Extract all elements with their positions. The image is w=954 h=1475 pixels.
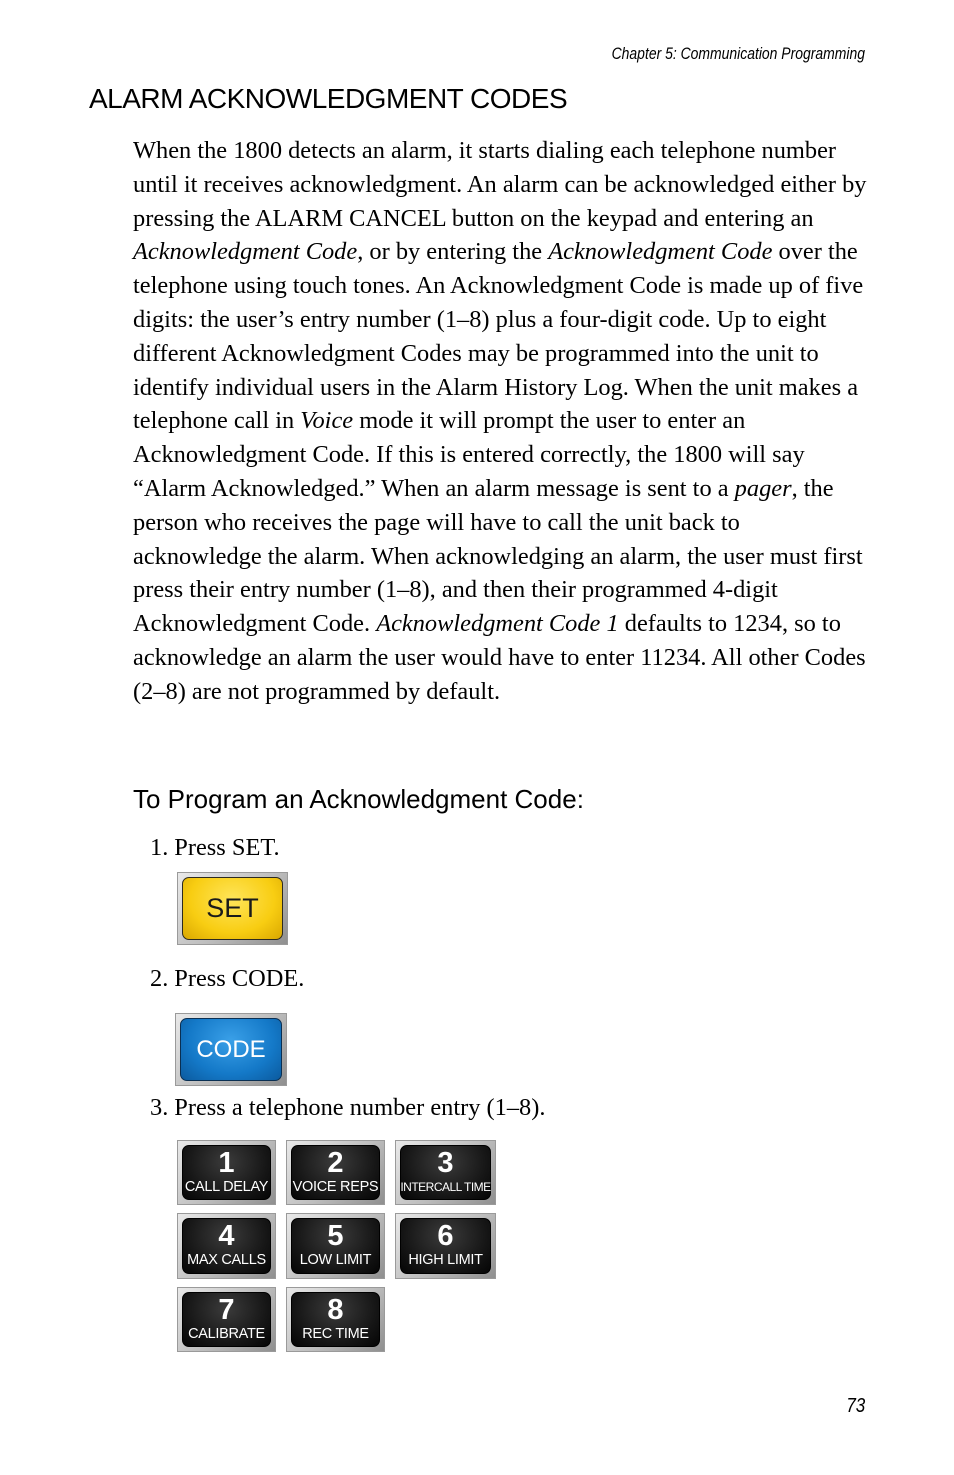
key-label: HIGH LIMIT — [408, 1252, 483, 1268]
key-digit: 6 — [437, 1220, 454, 1252]
key-label: LOW LIMIT — [299, 1252, 372, 1268]
step-1 — [150, 834, 280, 862]
key-7[interactable] — [177, 1287, 276, 1352]
page-number: 73 — [846, 1395, 865, 1417]
step-3 — [150, 1094, 545, 1122]
key-4[interactable] — [177, 1213, 276, 1279]
key-label: MAX CALLS — [187, 1252, 266, 1268]
key-face — [291, 1218, 380, 1274]
key-6[interactable] — [395, 1213, 496, 1279]
key-digit: 8 — [327, 1294, 344, 1326]
procedure-title: To Program an Acknowledgment Code: — [133, 784, 584, 814]
step-2 — [150, 965, 304, 993]
key-3[interactable] — [395, 1140, 496, 1205]
key-digit: 2 — [327, 1147, 344, 1179]
step-text: Press SET. — [174, 834, 280, 861]
body-text-run: over the telephone using touch tones. An Acknowledgment Code is made up of five digits: the user’s entry number (1–8) plus a four-digit code. Up to eight different Acknowledgment Codes may be programmed into the unit to identify individual users in the Alarm History Log. When the unit makes a telephone call in — [133, 238, 864, 435]
step-number: 3. — [150, 1094, 169, 1121]
key-face — [291, 1145, 380, 1200]
key-digit: 4 — [218, 1220, 235, 1252]
key-digit: 1 — [218, 1147, 235, 1179]
key-digit: 7 — [218, 1294, 235, 1326]
set-key-face — [182, 877, 283, 940]
term-acknowledgment-code: Acknowledgment Code — [548, 238, 773, 266]
key-face — [182, 1145, 271, 1200]
body-paragraph — [133, 134, 873, 709]
code-key[interactable] — [175, 1013, 287, 1086]
body-text-run: defaults to 1234, so to acknowledge an alarm the user would have to enter 11234. All other Codes (2–8) are not programmed by default. — [133, 610, 866, 705]
term-pager: pager — [734, 474, 792, 502]
key-face — [400, 1145, 491, 1200]
key-label: VOICE REPS — [292, 1179, 379, 1195]
key-face — [182, 1218, 271, 1274]
code-key-face — [180, 1018, 282, 1081]
key-1[interactable] — [177, 1140, 276, 1205]
set-key-label: SET — [206, 893, 259, 923]
body-text-run: mode it will prompt the user to enter an Acknowledgment Code. If this is entered correctly, the 1800 will say “Alarm Acknowledged.” When an alarm message is sent to a — [133, 407, 805, 502]
body-text-run: , or by entering the — [357, 238, 549, 266]
body-text-run: , the person who receives the page will have to call the unit back to acknowledge the alarm. When acknowledging an alarm, the user must first press their entry number (1–8), and then their programmed 4-digit Acknowledgment Code. — [133, 474, 863, 638]
set-key[interactable] — [177, 872, 288, 945]
key-face — [291, 1292, 380, 1347]
key-label: INTERCALL TIME — [400, 1180, 491, 1194]
key-face — [400, 1218, 491, 1274]
key-label: CALIBRATE — [188, 1326, 265, 1342]
step-number: 1. — [150, 834, 169, 861]
body-text-run: When the 1800 detects an alarm, it starts dialing each telephone number until it receives acknowledgment. An alarm can be acknowledged either by pressing the ALARM CANCEL button on the keypad and entering an — [133, 137, 867, 232]
step-text: Press a telephone number entry (1–8). — [174, 1094, 546, 1121]
step-number: 2. — [150, 965, 169, 992]
key-label: REC TIME — [302, 1326, 369, 1342]
key-8[interactable] — [286, 1287, 385, 1352]
term-acknowledgment-code: Acknowledgment Code — [133, 238, 358, 266]
key-digit: 5 — [327, 1220, 344, 1252]
key-2[interactable] — [286, 1140, 385, 1205]
key-5[interactable] — [286, 1213, 385, 1279]
section-title: ALARM ACKNOWLEDGMENT CODES — [89, 83, 568, 114]
code-key-label: CODE — [196, 1035, 266, 1063]
running-head: Chapter 5: Communication Programming — [611, 44, 865, 63]
key-label: CALL DELAY — [184, 1179, 269, 1195]
key-face — [182, 1292, 271, 1347]
step-text: Press CODE. — [174, 965, 305, 992]
key-digit: 3 — [437, 1147, 454, 1179]
term-voice: Voice — [300, 407, 354, 435]
term-acknowledgment-code-1: Acknowledgment Code 1 — [376, 610, 619, 638]
